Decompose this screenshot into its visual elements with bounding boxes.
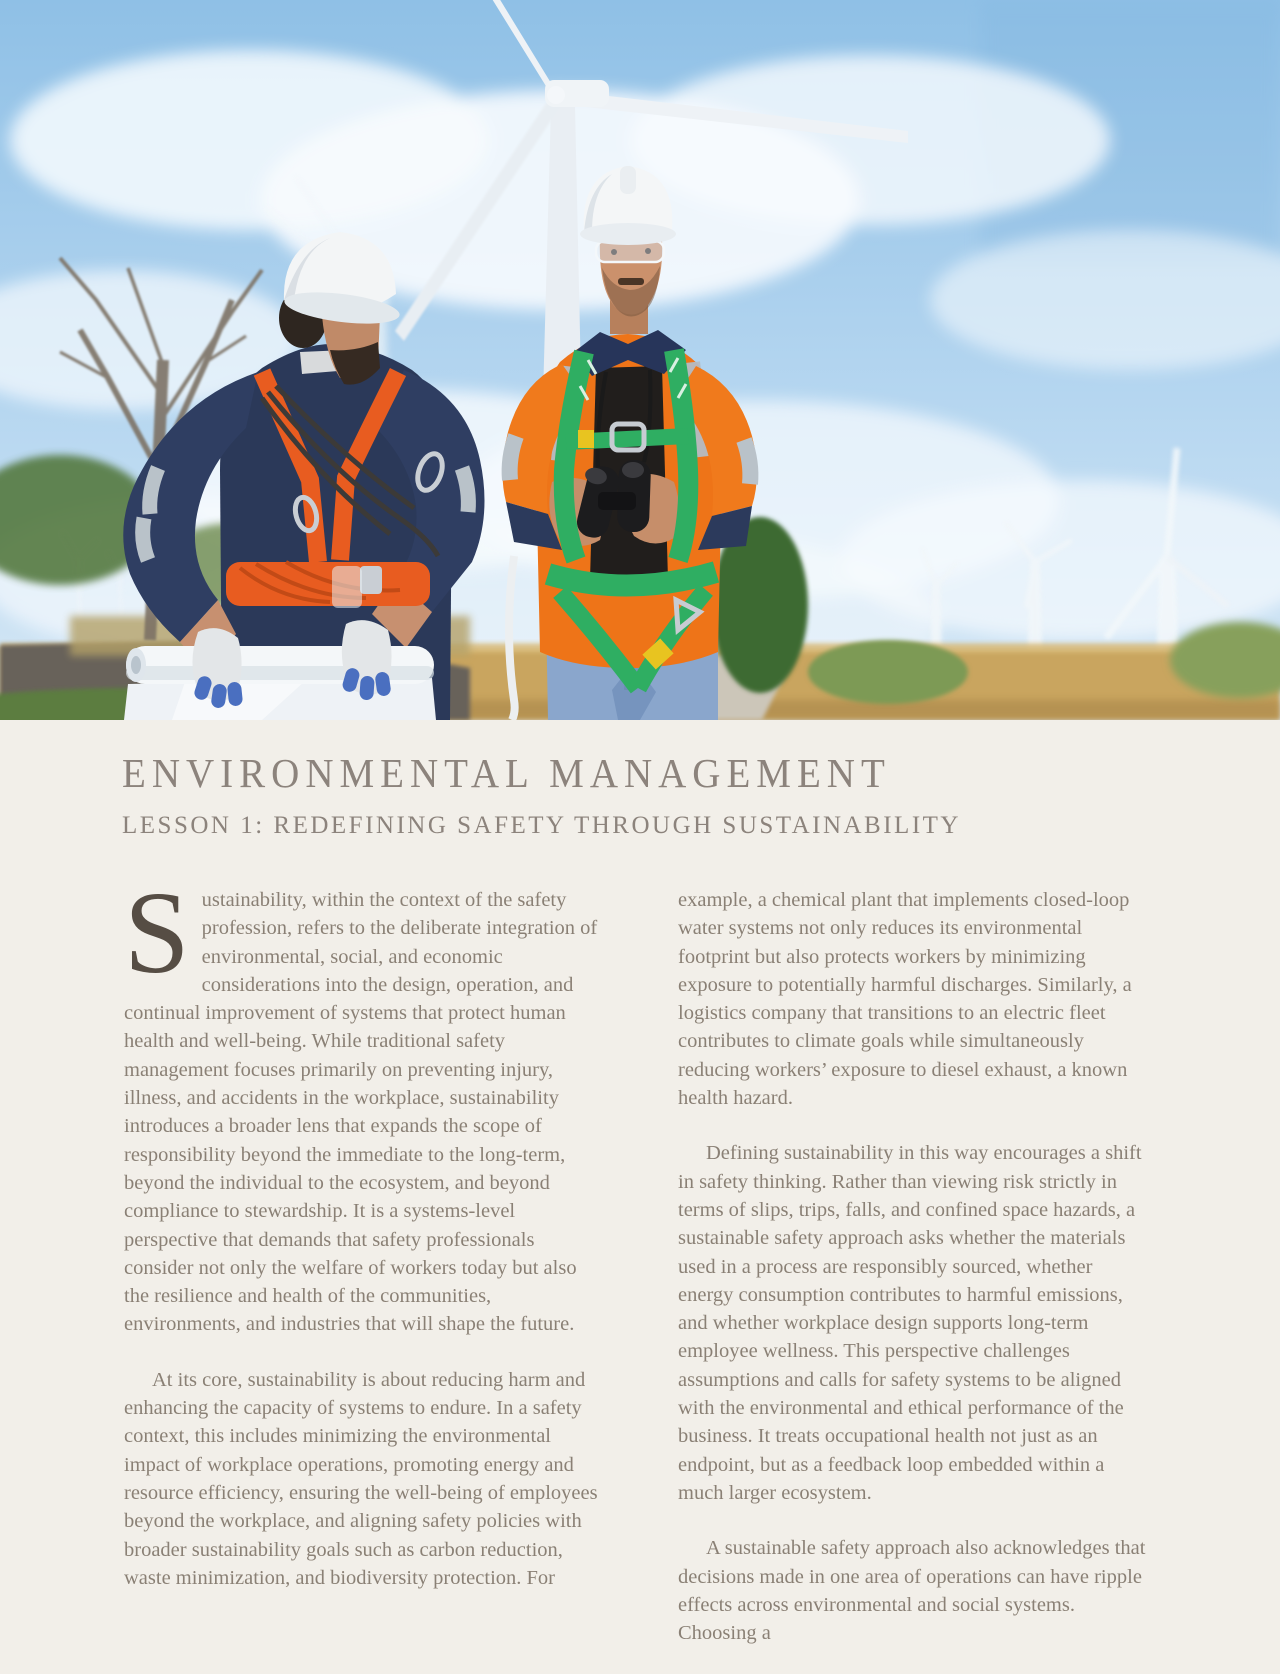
reflective-stripe [510, 436, 516, 480]
article-body [124, 867, 1158, 1674]
paragraph-text: ustainability, within the context of the safety profession, refers to the deliberate integration of environmental, social, and economic considerations into the design, operation, and continual improvement of systems that protect human health and well-being. While traditional safety management focuses primarily on preventing injury, illness, and accidents in the workplace, sustainability introduces a broader lens that expands the scope of responsibility beyond the immediate to the long-term, beyond the individual to the ecosystem, and beyond compliance to stewardship. It is a systems-level perspective that demands that safety professionals consider not only the welfare of workers today but also the resilience and health of the communities, environments, and industries that will shape the future. [124, 889, 598, 1336]
work-glove-right [341, 620, 392, 700]
belt-buckle [360, 566, 382, 594]
clear-goggles [332, 566, 362, 608]
reflective-stripe [462, 468, 468, 512]
hat-brim [580, 223, 676, 245]
drop-cap: S [124, 867, 190, 998]
mustache [618, 278, 644, 285]
page-title: ENVIRONMENTAL MANAGEMENT [122, 751, 891, 797]
reflective-stripe [744, 440, 750, 484]
page-subtitle: LESSON 1: REDEFINING SAFETY THROUGH SUSTAINABILITY [122, 812, 961, 839]
yellow-accent [578, 430, 594, 448]
paragraph: Defining sustainability in this way encourages a shift in safety thinking. Rather than viewing risk strictly in terms of slips, trips, falls, and confined space hazards, a sustainable safety approach asks whether the materials used in a process are responsibly sourced, whether energy consumption contributes to harmful emissions, and whether workplace design supports long-term employee wellness. This perspective challenges assumptions and calls for safety systems to be aligned with the environmental and ethical performance of the business. It treats occupational health not just as an endpoint, but as a feedback loop embedded within a much larger ecosystem. [678, 1142, 1142, 1504]
reflective-stripe [150, 468, 158, 514]
paragraph-lead [124, 867, 598, 1339]
paragraph: example, a chemical plant that implements closed-loop water systems not only reduces its environmental footprint but also protects workers by minimizing exposure to potentially harmful discharges. Similarly, a logistics company that transitions to an electric fleet contributes to climate goals while simultaneously reducing workers’ exposure to diesel exhaust, a known health hazard. [678, 889, 1132, 1110]
hero-photo [0, 0, 1280, 720]
title-block [122, 750, 1280, 840]
work-glove-left [192, 628, 243, 709]
paragraph: At its core, sustainability is about reducing harm and enhancing the capacity of systems to endure. In a safety context, this includes minimizing the environmental impact of workplace operations, promoting energy and resource efficiency, ensuring the well-being of employees beyond the workplace, and aligning safety policies with broader sustainability goals such as carbon reduction, waste minimization, and biodiversity protection. For [124, 1368, 598, 1589]
bush [808, 640, 968, 704]
harness-belt [226, 562, 430, 606]
column-right [678, 886, 1152, 1674]
reflective-stripe [143, 518, 148, 560]
column-left [124, 867, 598, 1674]
paragraph: A sustainable safety approach also acknowledges that decisions made in one area of operations can have ripple effects across environmental and social systems. Choosing a [678, 1537, 1146, 1645]
hat-ridge [620, 166, 636, 194]
